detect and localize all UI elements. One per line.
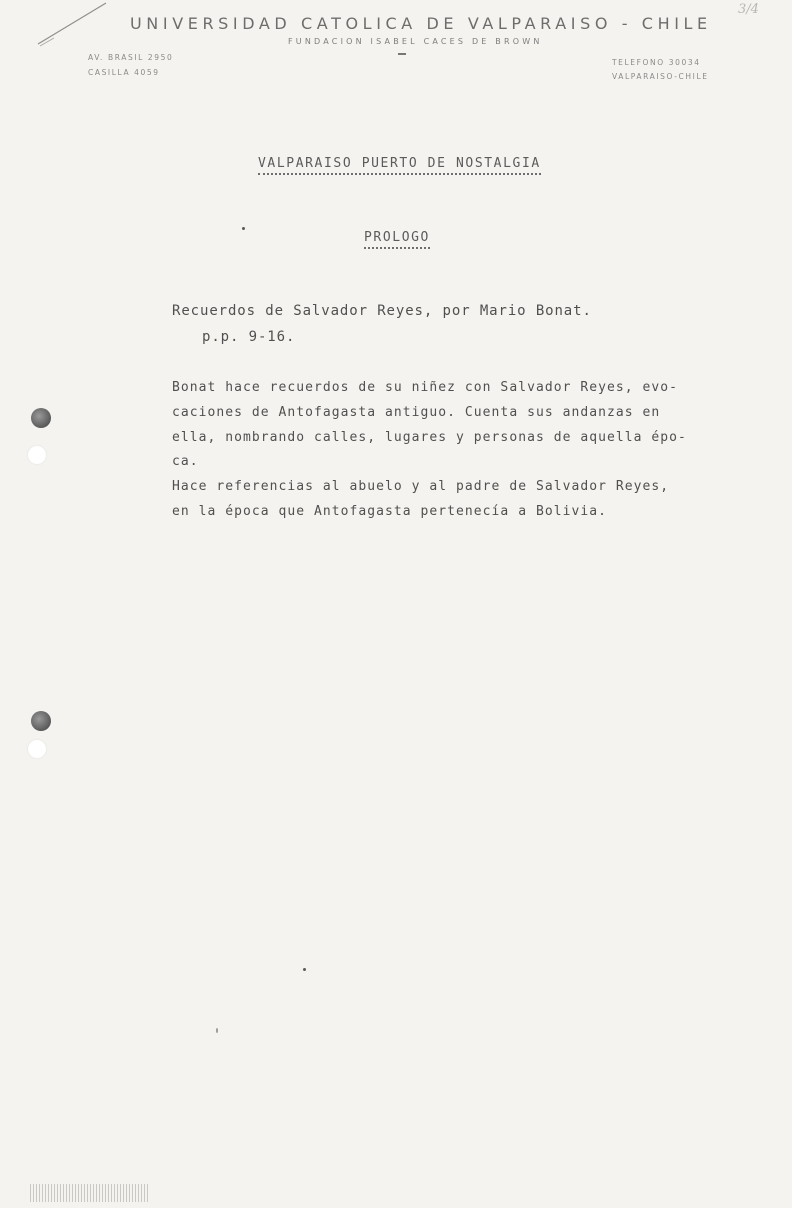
letterhead-city: VALPARAISO-CHILE — [612, 72, 709, 81]
punch-hole — [31, 408, 51, 428]
letterhead-divider — [398, 53, 406, 55]
letterhead-subtitle: FUNDACION ISABEL CACES DE BROWN — [288, 37, 543, 46]
document-title: VALPARAISO PUERTO DE NOSTALGIA — [258, 156, 541, 175]
ink-speck — [216, 1028, 218, 1033]
body-line: caciones de Antofagasta antiguo. Cuenta sus andanzas en — [172, 405, 661, 420]
body-line: ca. — [172, 454, 199, 469]
letterhead-address: AV. BRASIL 2950 — [88, 53, 174, 62]
letterhead-title: UNIVERSIDAD CATOLICA DE VALPARAISO - CHILE — [130, 14, 712, 33]
archive-stamp — [30, 1184, 150, 1202]
body-line: en la época que Antofagasta pertenecía a Bolivia. — [172, 504, 607, 519]
punch-hole — [31, 711, 51, 731]
archive-stamp-texture — [30, 1184, 150, 1202]
reference-pages: p.p. 9-16. — [202, 329, 296, 345]
section-title: PROLOGO — [364, 230, 430, 249]
letterhead-po-box: CASILLA 4059 — [88, 68, 160, 77]
reference-line: Recuerdos de Salvador Reyes, por Mario Bonat. — [172, 303, 592, 319]
letterhead-phone: TELEFONO 30034 — [612, 58, 701, 67]
punch-hole-shadow — [28, 740, 46, 758]
letterhead — [0, 0, 792, 100]
ink-speck — [303, 968, 306, 971]
body-line: Hace referencias al abuelo y al padre de Salvador Reyes, — [172, 479, 670, 494]
scan-margin — [792, 0, 800, 1224]
body-line: ella, nombrando calles, lugares y personas de aquella épo- — [172, 430, 687, 445]
folio-number: 3/4 — [738, 2, 759, 17]
body-line: Bonat hace recuerdos de su niñez con Salvador Reyes, evo- — [172, 380, 678, 395]
ink-speck — [242, 227, 245, 230]
punch-hole-shadow — [28, 446, 46, 464]
